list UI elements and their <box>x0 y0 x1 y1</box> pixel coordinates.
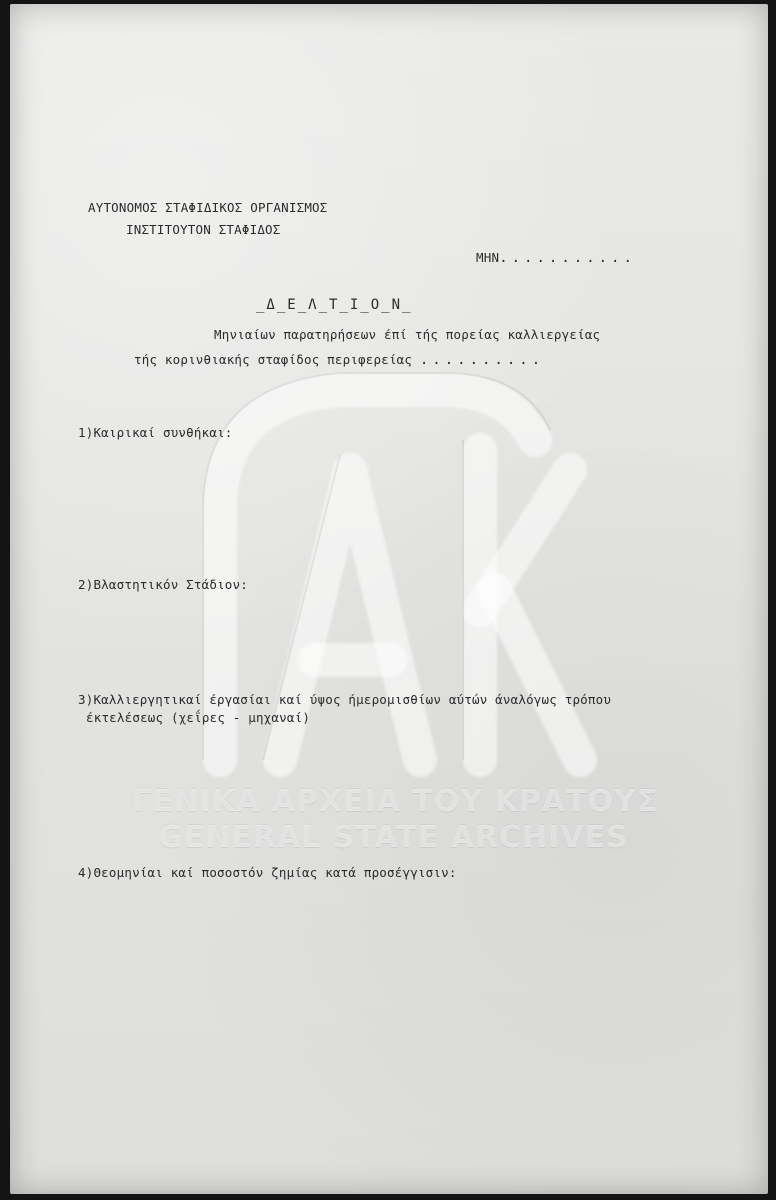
section-weather-conditions: 1)Καιρικαί συνθήκαι: <box>78 425 233 440</box>
subtitle-line-1: Μηνιαίων παρατηρήσεων έπί τής πορείας καλλιεργείας <box>214 327 601 342</box>
region-blank: .......... <box>419 352 545 368</box>
month-field <box>476 250 636 266</box>
document-paper <box>10 4 768 1194</box>
month-label: ΜΗΝ <box>476 250 500 265</box>
watermark-english: GENERAL STATE ARCHIVES <box>158 820 629 855</box>
institute-name: ΙΝΣΤΙΤΟΥΤΟΝ ΣΤΑΦΙΔΟΣ <box>126 222 281 237</box>
section-disasters-damage: 4)Θεομηνίαι καί ποσοστόν ζημίας κατά προσέγγισιν: <box>78 865 457 880</box>
section-cultivation-work-line-2: έκτελέσεως (χεΐρες - μηχαναί) <box>86 710 311 725</box>
document-title: _Δ_Ε_Λ_Τ_Ι_Ο_Ν_ <box>256 297 413 313</box>
subtitle-line-2 <box>134 352 544 368</box>
month-blank: ........... <box>499 250 636 266</box>
watermark-greek: ΓΕΝΙΚΑ ΑΡΧΕΙΑ ΤΟΥ ΚΡΑΤΟΥΣ <box>132 784 659 819</box>
organization-name: ΑΥΤΟΝΟΜΟΣ ΣΤΑΦΙΔΙΚΟΣ ΟΡΓΑΝΙΣΜΟΣ <box>88 200 328 215</box>
section-cultivation-work-line-1: 3)Καλλιεργητικαί έργασίαι καί ύψος ήμερομισθίων αύτών άναλόγως τρόπου <box>78 692 612 707</box>
subtitle-line-2-text: τής κορινθιακής σταφίδος περιφερείας <box>134 352 413 367</box>
section-vegetative-stage: 2)Βλαστητικόν Στάδιον: <box>78 577 248 592</box>
